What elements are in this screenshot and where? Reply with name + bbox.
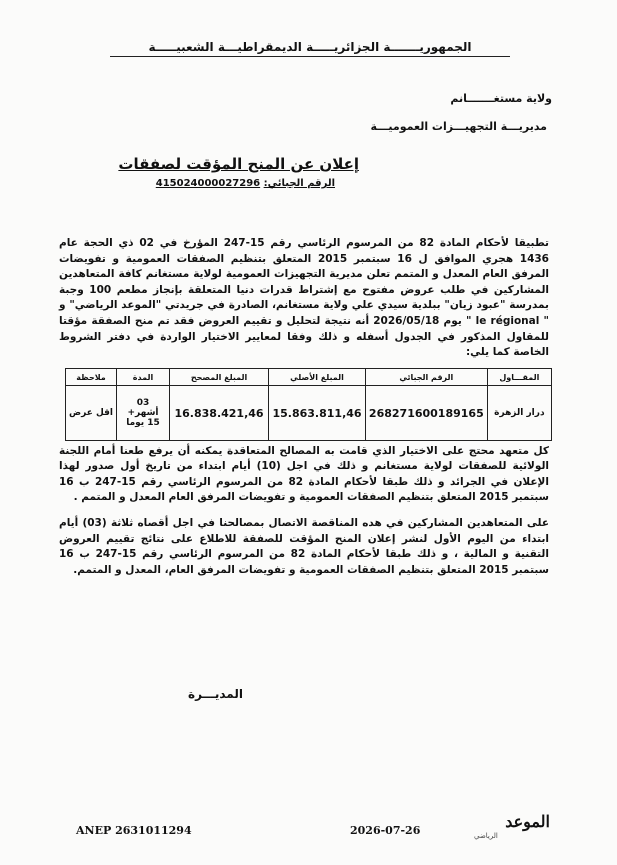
- wilaya-name: ولاية مستغـــــــانم: [450, 92, 552, 105]
- header-note: ملاحظة: [66, 369, 117, 386]
- logo-subtext: الرياضي: [474, 832, 498, 840]
- header-duration: المدة: [117, 369, 170, 386]
- header-corrected-amount: المبلغ المصحح: [169, 369, 268, 386]
- table-header-row: [66, 369, 552, 386]
- signer-title: المديـــرة: [188, 687, 243, 701]
- directorate-name: مديريـــة التجهيـــزات العموميـــة: [370, 120, 547, 133]
- cell-duration: 03 أشهر+ 15 يوما: [117, 386, 170, 441]
- announcement-title: إعلان عن المنح المؤقت لصفقات: [118, 155, 359, 173]
- cell-note: اقل عرض: [66, 386, 117, 441]
- cell-original-amount: 15.863.811,46: [269, 386, 366, 441]
- fiscal-value: 415024000027296: [155, 178, 261, 189]
- paragraph-appeal: كل متعهد محتج على الاختيار الذي قامت به المصالح المتعاقدة يمكنه أن يرفع طعنا أمام اللجنة الولائية للصفقات لولاية مستغانم و ذلك في اجل (10) أيام ابتداء من تاريخ أول صدور لهذا الإعلان في الجرائد و ذلك طبقا لأحكام المادة 82 من المرسوم الرئاسي رقم 15-247 ب 16 سبتمبر 2015 المتعلق بتنظيم الصفقات العمومية و تفويضات المرفق العام المعدل و المتمم .: [59, 445, 549, 504]
- cell-contractor: درار الزهرة: [487, 386, 551, 441]
- cell-corrected-amount: 16.838.421,46: [169, 386, 268, 441]
- table-row: [66, 386, 552, 441]
- header-tax-id: الرقم الجبائي: [365, 369, 487, 386]
- paragraph-contact: على المتعاهدين المشاركين في هده المناقصة الاتصال بمصالحنا في اجل أقصاه ثلاثة (03) أيام ابتداء من اليوم الأول لنشر إعلان المنح المؤقت للصفقة للاطلاع على نتائج تقييم العروض التقنية و المالية ، و ذلك طبقا لأحكام المادة 82 من المرسوم الرئاسي رقم 15-247 ب 16 سبتمبر 2015 المتعلق بتنظيم الصفقات العمومية و تفويضات المرفق العام، المعدل و المتمم.: [59, 517, 549, 576]
- awards-table: [65, 368, 552, 441]
- anep-number: ANEP 2631011294: [76, 824, 192, 837]
- header-original-amount: المبلغ الأصلي: [269, 369, 366, 386]
- newspaper-logo: [470, 812, 550, 844]
- paragraph-intro: تطبيقا لأحكام المادة 82 من المرسوم الرئاسي رقم 15-247 المؤرخ في 02 ذي الحجة عام 1436 هجري الموافق ل 16 سبتمبر 2015 المتعلق بتنظيم الصفقات العمومية و تفويضات المرفق العام المعدل و المتمم تعلن مديرية التجهيزات العمومية لولاية مستغانم كافة المتعاهدين المشاركين في طلب عروض مفتوح مع إشتراط قدرات دنيا المتعلقة بإنجاز مطعم 100 وجبة بمدرسة "عبود زيان" ببلدية سيدي علي ولاية مستغانم، الصادرة في جريدتي "الموعد الرياضي" و " le régional " يوم 2026/05/18 أنه نتيجة لتحليل و تقييم العروض فقد تم منح الصفقة مؤقتا للمقاول المذكور في الجدول أسفله و ذلك وفقا لمعايير الاختيار الواردة في دفتر الشروط الخاصة كما يلي:: [59, 237, 549, 359]
- logo-text: الموعد: [505, 812, 550, 831]
- publication-date: 2026-07-26: [350, 824, 421, 837]
- fiscal-label: الرقم الجبائي:: [263, 178, 335, 189]
- cell-tax-id: 268271600189165: [365, 386, 487, 441]
- header-contractor: المقـــاول: [487, 369, 551, 386]
- republic-header: الجمهوريـــــــة الجزائريـــــة الديمقراطيـــة الشعبيـــــة: [80, 40, 540, 54]
- fiscal-number: [156, 178, 335, 189]
